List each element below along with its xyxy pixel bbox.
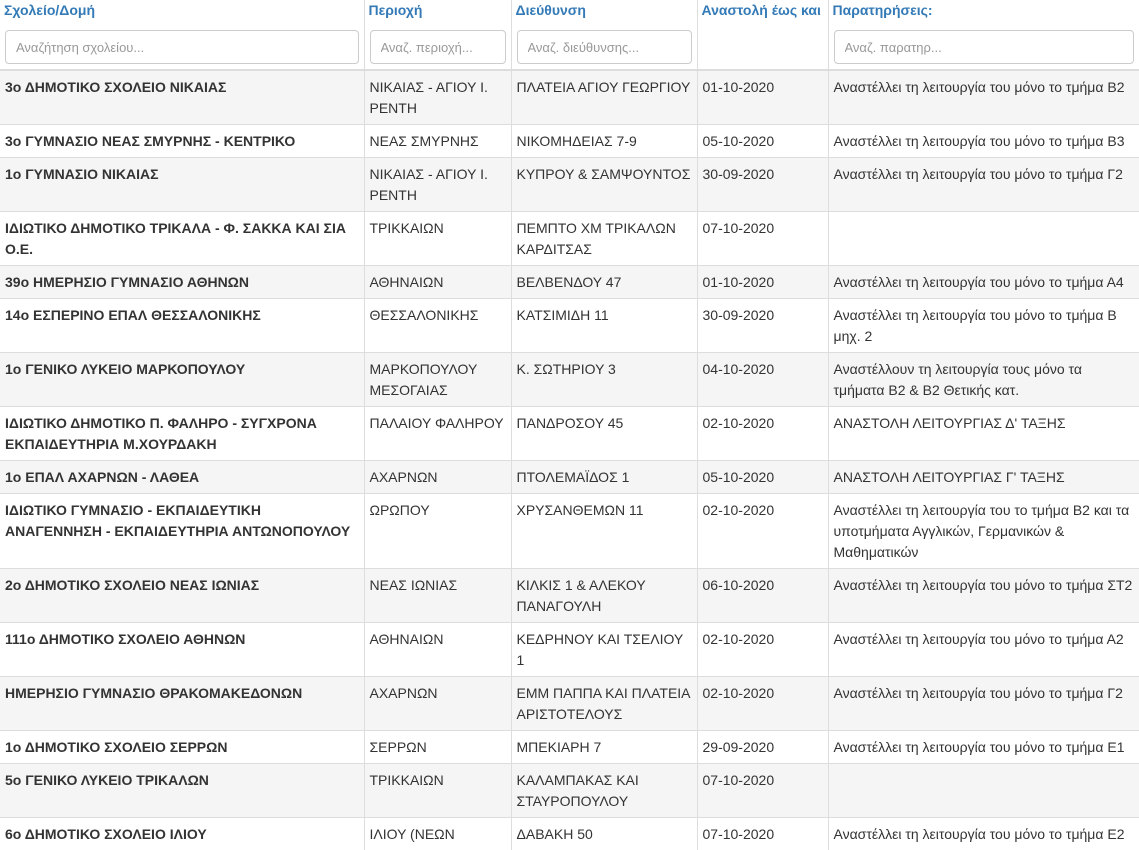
address-cell: ΠΤΟΛΕΜΑΪΔΟΣ 1 — [511, 461, 697, 494]
notes-cell: ΑΝΑΣΤΟΛΗ ΛΕΙΤΟΥΡΓΙΑΣ Δ' ΤΑΞΗΣ — [828, 407, 1139, 461]
notes-cell: Αναστέλλει τη λειτουργία του μόνο το τμήμα Α4 — [828, 266, 1139, 299]
filter-cell-until-empty — [697, 26, 828, 70]
school-cell: 1ο ΓΕΝΙΚΟ ΛΥΚΕΙΟ ΜΑΡΚΟΠΟΥΛΟΥ — [0, 353, 364, 407]
table-row — [0, 569, 1139, 623]
header-row — [0, 0, 1139, 26]
notes-cell: Αναστέλλει τη λειτουργία του μόνο το τμήμα Ε2 — [828, 818, 1139, 850]
table-row — [0, 299, 1139, 353]
table-row — [0, 125, 1139, 158]
header-school[interactable]: Σχολείο/Δομή — [0, 0, 364, 26]
school-cell: 14ο ΕΣΠΕΡΙΝΟ ΕΠΑΛ ΘΕΣΣΑΛΟΝΙΚΗΣ — [0, 299, 364, 353]
school-cell: 6ο ΔΗΜΟΤΙΚΟ ΣΧΟΛΕΙΟ ΙΛΙΟΥ — [0, 818, 364, 850]
suspended-until-cell: 30-09-2020 — [697, 299, 828, 353]
suspended-until-cell: 05-10-2020 — [697, 125, 828, 158]
address-cell: ΕΜΜ ΠΑΠΠΑ ΚΑΙ ΠΛΑΤΕΙΑ ΑΡΙΣΤΟΤΕΛΟΥΣ — [511, 677, 697, 731]
table-row — [0, 731, 1139, 764]
table-row — [0, 818, 1139, 850]
school-cell: 39ο ΗΜΕΡΗΣΙΟ ΓΥΜΝΑΣΙΟ ΑΘΗΝΩΝ — [0, 266, 364, 299]
address-cell: ΚΙΛΚΙΣ 1 & ΑΛΕΚΟΥ ΠΑΝΑΓΟΥΛΗ — [511, 569, 697, 623]
school-cell: ΗΜΕΡΗΣΙΟ ΓΥΜΝΑΣΙΟ ΘΡΑΚΟΜΑΚΕΔΟΝΩΝ — [0, 677, 364, 731]
notes-cell: Αναστέλλει τη λειτουργία του μόνο το τμήμα Α2 — [828, 623, 1139, 677]
address-search-input[interactable] — [517, 30, 692, 64]
area-cell: ΑΧΑΡΝΩΝ — [364, 677, 511, 731]
school-search-input[interactable] — [5, 30, 359, 64]
suspended-until-cell: 02-10-2020 — [697, 494, 828, 569]
area-cell: ΝΕΑΣ ΙΩΝΙΑΣ — [364, 569, 511, 623]
school-cell: ΙΔΙΩΤΙΚΟ ΔΗΜΟΤΙΚΟ Π. ΦΑΛΗΡΟ - ΣΥΓΧΡΟΝΑ ΕΚΠΑΙΔΕΥΤΗΡΙΑ Μ.ΧΟΥΡΔΑΚΗ — [0, 407, 364, 461]
table-row — [0, 212, 1139, 266]
area-cell: ΑΧΑΡΝΩΝ — [364, 461, 511, 494]
table-body — [0, 70, 1139, 850]
area-cell: ΤΡΙΚΚΑΙΩΝ — [364, 212, 511, 266]
table-row — [0, 623, 1139, 677]
notes-cell — [828, 764, 1139, 818]
filter-cell-address — [511, 26, 697, 70]
filter-cell-area — [364, 26, 511, 70]
table-row — [0, 494, 1139, 569]
address-cell: ΔΑΒΑΚΗ 50 — [511, 818, 697, 850]
suspended-until-cell: 07-10-2020 — [697, 212, 828, 266]
address-cell: ΧΡΥΣΑΝΘΕΜΩΝ 11 — [511, 494, 697, 569]
notes-cell: Αναστέλλει τη λειτουργία του μόνο το τμήμα Γ2 — [828, 677, 1139, 731]
notes-cell: Αναστέλλει τη λειτουργία του μόνο το τμήμα Γ2 — [828, 158, 1139, 212]
suspended-until-cell: 05-10-2020 — [697, 461, 828, 494]
area-cell: ΑΘΗΝΑΙΩΝ — [364, 266, 511, 299]
suspended-until-cell: 02-10-2020 — [697, 623, 828, 677]
suspended-until-cell: 07-10-2020 — [697, 764, 828, 818]
area-cell: ΘΕΣΣΑΛΟΝΙΚΗΣ — [364, 299, 511, 353]
notes-cell: Αναστέλλουν τη λειτουργία τους μόνο τα τμήματα Β2 & Β2 Θετικής κατ. — [828, 353, 1139, 407]
address-cell: ΝΙΚΟΜΗΔΕΙΑΣ 7-9 — [511, 125, 697, 158]
notes-search-input[interactable] — [834, 30, 1135, 64]
table-row — [0, 158, 1139, 212]
area-cell: ΤΡΙΚΚΑΙΩΝ — [364, 764, 511, 818]
suspended-until-cell: 07-10-2020 — [697, 818, 828, 850]
address-cell: ΒΕΛΒΕΝΔΟΥ 47 — [511, 266, 697, 299]
notes-cell: Αναστέλλει τη λειτουργία του μόνο το τμήμα Ε1 — [828, 731, 1139, 764]
suspended-until-cell: 02-10-2020 — [697, 677, 828, 731]
area-cell: ΣΕΡΡΩΝ — [364, 731, 511, 764]
address-cell: ΚΑΤΣΙΜΙΔΗ 11 — [511, 299, 697, 353]
area-cell: ΜΑΡΚΟΠΟΥΛΟΥ ΜΕΣΟΓΑΙΑΣ — [364, 353, 511, 407]
school-cell: 1ο ΕΠΑΛ ΑΧΑΡΝΩΝ - ΛΑΘΕΑ — [0, 461, 364, 494]
area-cell: ΑΘΗΝΑΙΩΝ — [364, 623, 511, 677]
notes-cell: Αναστέλλει τη λειτουργία του μόνο το τμήμα Β2 — [828, 70, 1139, 125]
address-cell: Κ. ΣΩΤΗΡΙΟΥ 3 — [511, 353, 697, 407]
notes-cell: Αναστέλλει τη λειτουργία του μόνο το τμήμα Β μηχ. 2 — [828, 299, 1139, 353]
area-cell: ΝΙΚΑΙΑΣ - ΑΓΙΟΥ Ι. ΡΕΝΤΗ — [364, 158, 511, 212]
school-cell: ΙΔΙΩΤΙΚΟ ΔΗΜΟΤΙΚΟ ΤΡΙΚΑΛΑ - Φ. ΣΑΚΚΑ ΚΑΙ ΣΙΑ Ο.Ε. — [0, 212, 364, 266]
notes-cell: Αναστέλλει τη λειτουργία του μόνο το τμήμα ΣΤ2 — [828, 569, 1139, 623]
address-cell: ΜΠΕΚΙΑΡΗ 7 — [511, 731, 697, 764]
header-area[interactable]: Περιοχή — [364, 0, 511, 26]
header-address[interactable]: Διεύθυνση — [511, 0, 697, 26]
table-row — [0, 70, 1139, 125]
address-cell: ΚΑΛΑΜΠΑΚΑΣ ΚΑΙ ΣΤΑΥΡΟΠΟΥΛΟΥ — [511, 764, 697, 818]
area-search-input[interactable] — [370, 30, 506, 64]
address-cell: ΠΕΜΠΤΟ ΧΜ ΤΡΙΚΑΛΩΝ ΚΑΡΔΙΤΣΑΣ — [511, 212, 697, 266]
header-notes[interactable]: Παρατηρήσεις: — [828, 0, 1139, 26]
filter-cell-school — [0, 26, 364, 70]
table-row — [0, 407, 1139, 461]
address-cell: ΠΛΑΤΕΙΑ ΑΓΙΟΥ ΓΕΩΡΓΙΟΥ — [511, 70, 697, 125]
school-cell: 111ο ΔΗΜΟΤΙΚΟ ΣΧΟΛΕΙΟ ΑΘΗΝΩΝ — [0, 623, 364, 677]
area-cell: ΝΕΑΣ ΣΜΥΡΝΗΣ — [364, 125, 511, 158]
suspended-until-cell: 01-10-2020 — [697, 266, 828, 299]
suspended-until-cell: 29-09-2020 — [697, 731, 828, 764]
suspended-until-cell: 02-10-2020 — [697, 407, 828, 461]
school-cell: 3ο ΔΗΜΟΤΙΚΟ ΣΧΟΛΕΙΟ ΝΙΚΑΙΑΣ — [0, 70, 364, 125]
notes-cell — [828, 212, 1139, 266]
suspended-until-cell: 01-10-2020 — [697, 70, 828, 125]
header-suspended-until[interactable]: Αναστολή έως και — [697, 0, 828, 26]
suspended-until-cell: 30-09-2020 — [697, 158, 828, 212]
address-cell: ΚΥΠΡΟΥ & ΣΑΜΨΟΥΝΤΟΣ — [511, 158, 697, 212]
notes-cell: Αναστέλλει τη λειτουργία του μόνο το τμήμα Β3 — [828, 125, 1139, 158]
address-cell: ΚΕΔΡΗΝΟΥ ΚΑΙ ΤΣΕΛΙΟΥ 1 — [511, 623, 697, 677]
school-cell: 1ο ΔΗΜΟΤΙΚΟ ΣΧΟΛΕΙΟ ΣΕΡΡΩΝ — [0, 731, 364, 764]
area-cell: ΠΑΛΑΙΟΥ ΦΑΛΗΡΟΥ — [364, 407, 511, 461]
school-cell: 5ο ΓΕΝΙΚΟ ΛΥΚΕΙΟ ΤΡΙΚΑΛΩΝ — [0, 764, 364, 818]
table-row — [0, 266, 1139, 299]
area-cell: ΙΛΙΟΥ (ΝΕΩΝ — [364, 818, 511, 850]
filter-row — [0, 26, 1139, 70]
area-cell: ΩΡΩΠΟΥ — [364, 494, 511, 569]
filter-cell-notes — [828, 26, 1139, 70]
school-cell: 1ο ΓΥΜΝΑΣΙΟ ΝΙΚΑΙΑΣ — [0, 158, 364, 212]
table-row — [0, 677, 1139, 731]
notes-cell: ΑΝΑΣΤΟΛΗ ΛΕΙΤΟΥΡΓΙΑΣ Γ' ΤΑΞΗΣ — [828, 461, 1139, 494]
school-cell: 2ο ΔΗΜΟΤΙΚΟ ΣΧΟΛΕΙΟ ΝΕΑΣ ΙΩΝΙΑΣ — [0, 569, 364, 623]
school-cell: 3ο ΓΥΜΝΑΣΙΟ ΝΕΑΣ ΣΜΥΡΝΗΣ - ΚΕΝΤΡΙΚΟ — [0, 125, 364, 158]
area-cell: ΝΙΚΑΙΑΣ - ΑΓΙΟΥ Ι. ΡΕΝΤΗ — [364, 70, 511, 125]
table-row — [0, 353, 1139, 407]
table-row — [0, 764, 1139, 818]
suspended-until-cell: 06-10-2020 — [697, 569, 828, 623]
school-cell: ΙΔΙΩΤΙΚΟ ΓΥΜΝΑΣΙΟ - ΕΚΠΑΙΔΕΥΤΙΚΗ ΑΝΑΓΕΝΝΗΣΗ - ΕΚΠΑΙΔΕΥΤΗΡΙΑ ΑΝΤΩΝΟΠΟΥΛΟΥ — [0, 494, 364, 569]
table-row — [0, 461, 1139, 494]
notes-cell: Αναστέλλει τη λειτουργία του το τμήμα Β2 και τα υποτμήματα Αγγλικών, Γερμανικών & Μαθηματικών — [828, 494, 1139, 569]
address-cell: ΠΑΝΔΡΟΣΟΥ 45 — [511, 407, 697, 461]
suspended-until-cell: 04-10-2020 — [697, 353, 828, 407]
